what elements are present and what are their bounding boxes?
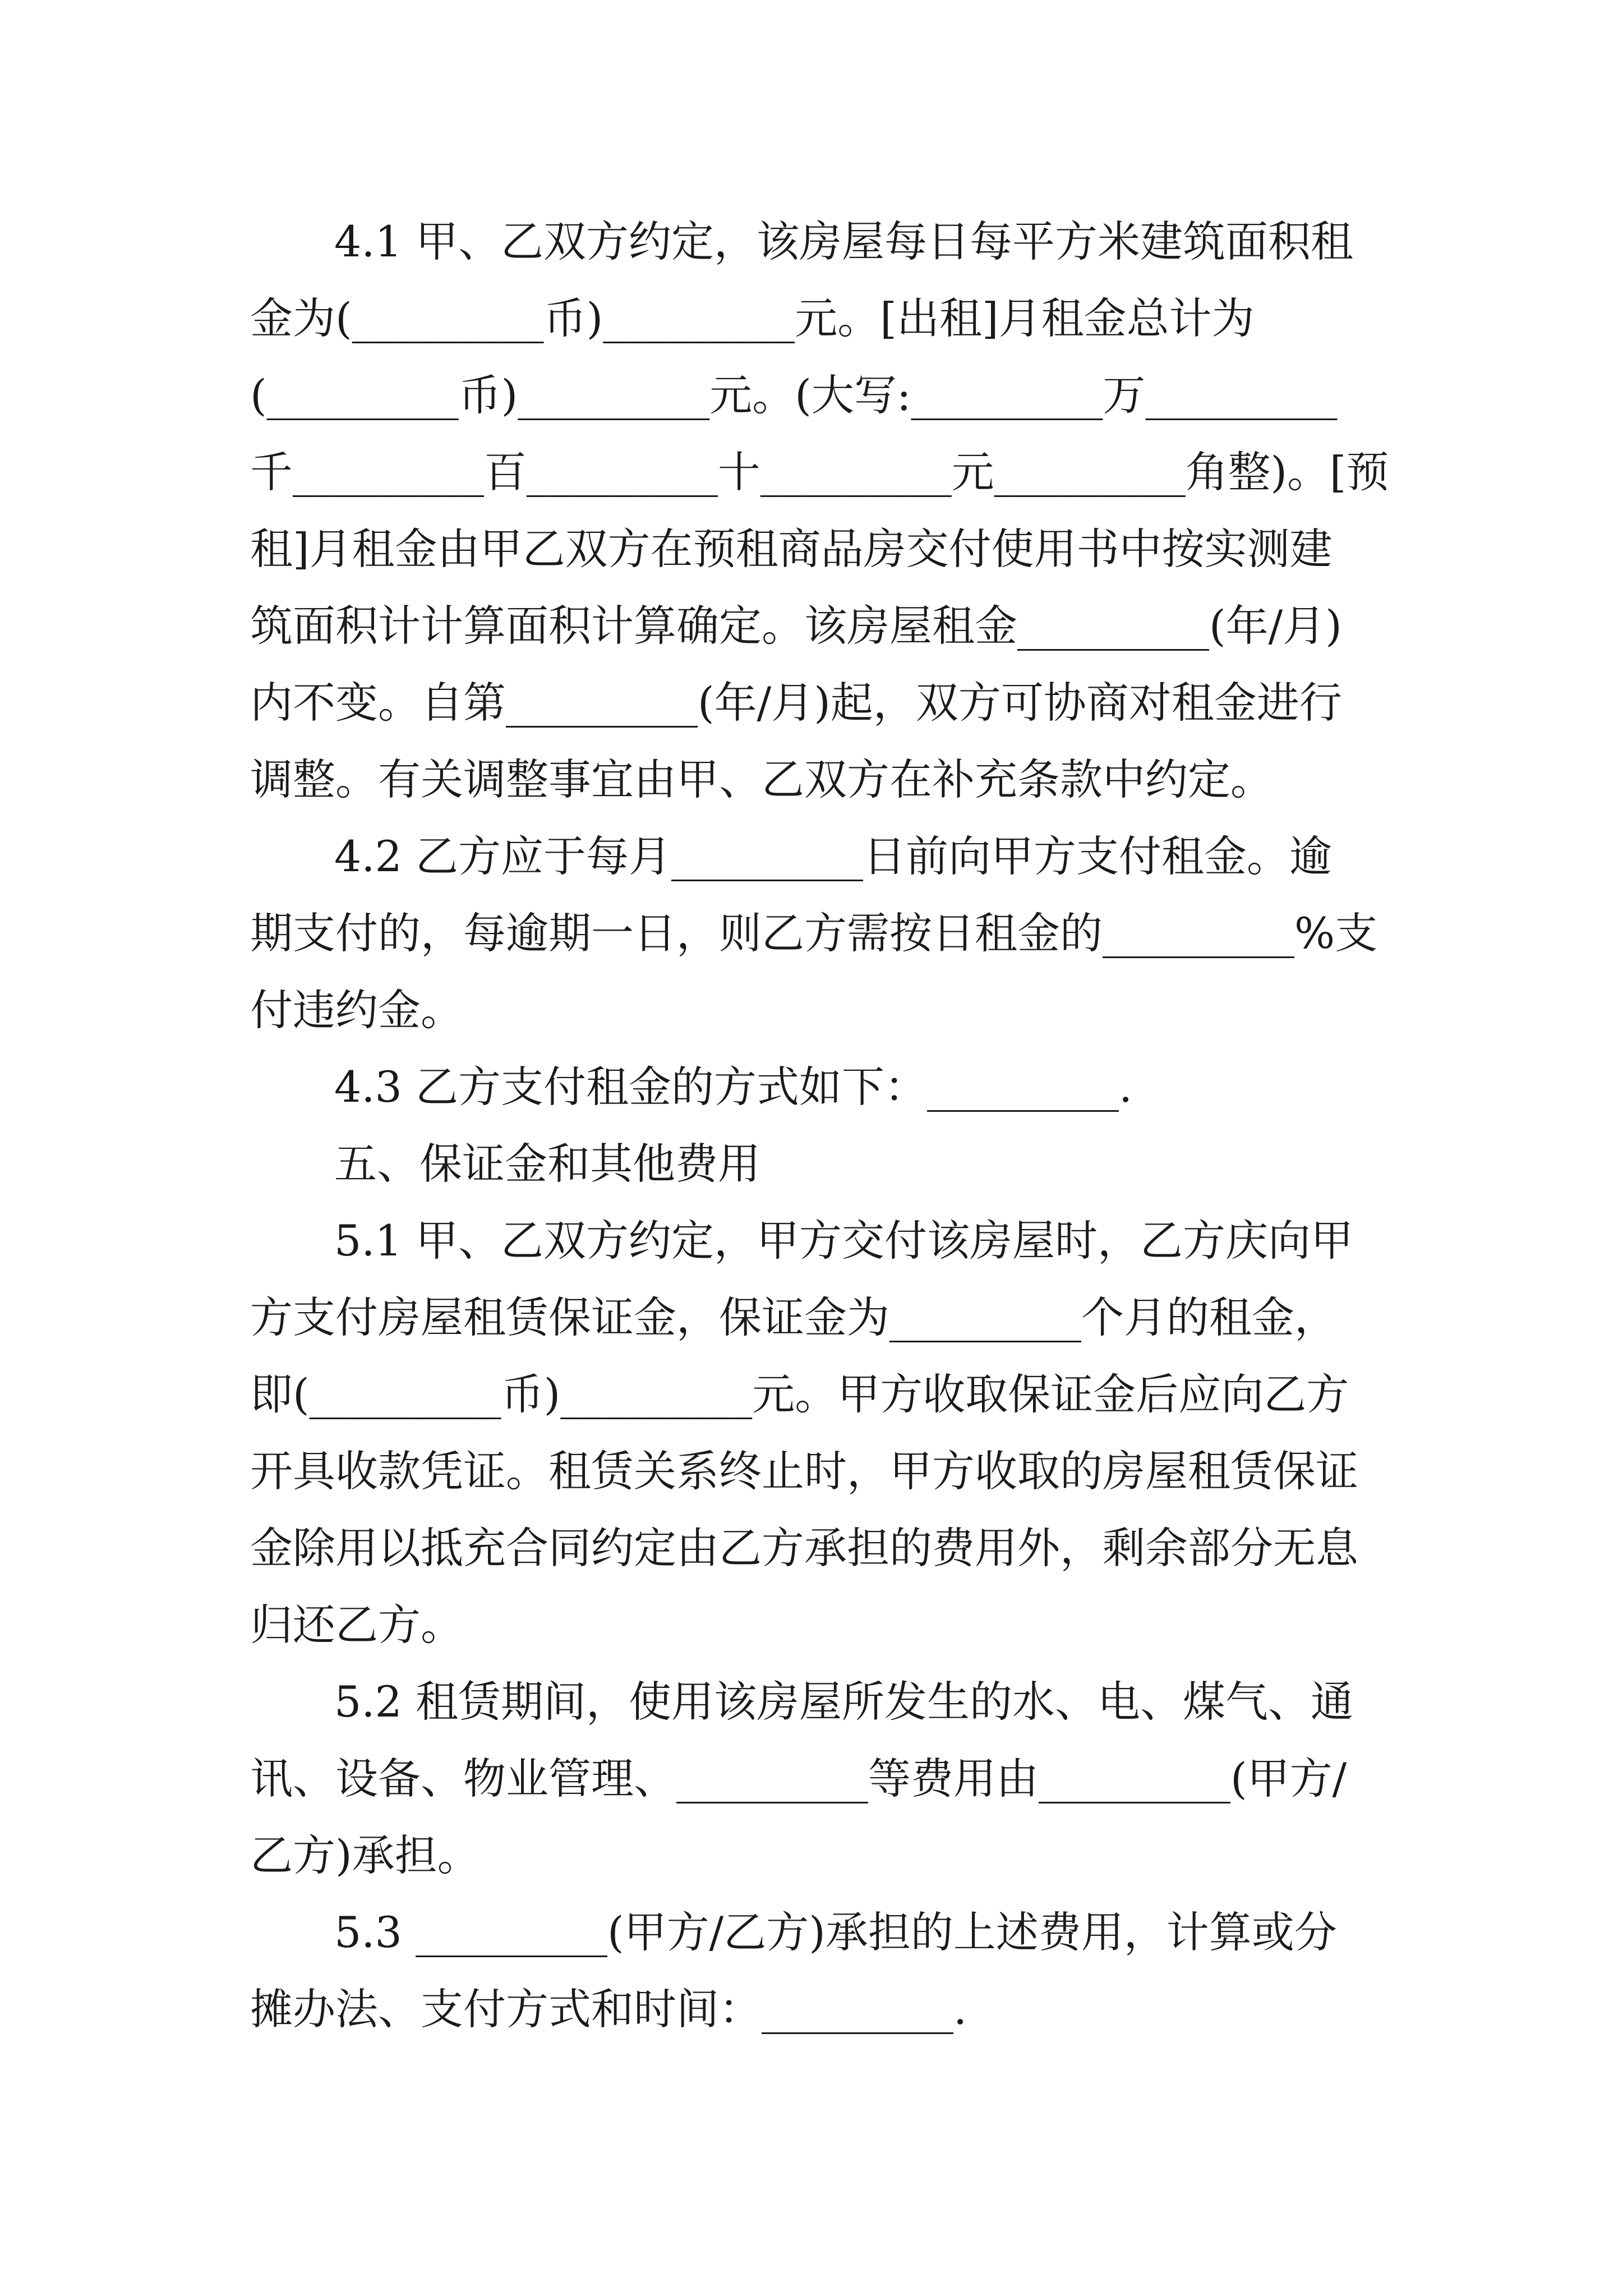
clause-5-2-line-3 bbox=[250, 1822, 1389, 1889]
clause-4-1-line-8 bbox=[250, 746, 1389, 813]
text-line: 调整。有关调整事宜由甲、乙双方在补充条款中约定。 bbox=[250, 754, 1273, 804]
clause-5-1-line-2 bbox=[250, 1284, 1389, 1351]
text-line: 方支付房屋租赁保证金，保证金为_________个月的租金， bbox=[250, 1292, 1337, 1342]
clause-4-2-line-2 bbox=[250, 900, 1389, 967]
text-line: 即(_________币)_________元。甲方收取保证金后应向乙方 bbox=[250, 1369, 1349, 1419]
clause-4-1-line-7 bbox=[250, 669, 1389, 737]
section-heading bbox=[334, 1130, 1389, 1198]
text-line: 讯、设备、物业管理、_________等费用由_________(甲方/ bbox=[250, 1754, 1347, 1803]
clause-4-1-line-1 bbox=[334, 208, 1389, 275]
text-line: 乙方)承担。 bbox=[250, 1830, 480, 1880]
text-line: 五、保证金和其他费用 bbox=[334, 1139, 760, 1189]
text-line: 归还乙方。 bbox=[250, 1600, 463, 1650]
clause-5-1-line-5 bbox=[250, 1515, 1389, 1582]
text-line: 筑面积计计算面积计算确定。该房屋租金_________(年/月) bbox=[250, 601, 1342, 651]
clause-5-3-line-1 bbox=[334, 1899, 1389, 1966]
clause-5-2-line-1 bbox=[334, 1668, 1389, 1736]
clause-4-1-line-5 bbox=[250, 516, 1389, 583]
text-line: (_________币)_________元。(大写:_________万_________ bbox=[250, 370, 1338, 420]
text-line: 4.3 乙方支付租金的方式如下：_________. bbox=[334, 1062, 1133, 1112]
text-line: 期支付的，每逾期一日，则乙方需按日租金的_________%支 bbox=[250, 908, 1378, 958]
text-line: 5.3 _________(甲方/乙方)承担的上述费用，计算或分 bbox=[334, 1907, 1337, 1957]
clause-4-1-line-3 bbox=[250, 362, 1389, 429]
text-line: 5.1 甲、乙双方约定，甲方交付该房屋时，乙方庆向甲 bbox=[334, 1216, 1354, 1266]
text-line: 千_________百_________十_________元_________角整)。[预 bbox=[250, 447, 1389, 497]
text-line: 开具收款凭证。租赁关系终止时，甲方收取的房屋租赁保证 bbox=[250, 1446, 1358, 1496]
text-line: 金为(_________币)_________元。[出租]月租金总计为 bbox=[250, 293, 1255, 343]
clause-5-1-line-1 bbox=[334, 1207, 1389, 1274]
clause-5-1-line-3 bbox=[250, 1361, 1389, 1428]
clause-4-1-line-2 bbox=[250, 285, 1389, 352]
text-line: 金除用以抵充合同约定由乙方承担的费用外，剩余部分无息 bbox=[250, 1523, 1358, 1573]
clause-5-1-line-6 bbox=[250, 1591, 1389, 1659]
text-line: 内不变。自第_________(年/月)起，双方可协商对租金进行 bbox=[250, 678, 1342, 728]
text-line: 4.1 甲、乙双方约定，该房屋每日每平方米建筑面积租 bbox=[334, 217, 1354, 266]
text-line: 租]月租金由甲乙双方在预租商品房交付使用书中按实测建 bbox=[250, 524, 1332, 574]
clause-4-3-line-1 bbox=[334, 1053, 1389, 1121]
clause-4-2-line-1 bbox=[334, 823, 1389, 890]
text-line: 4.2 乙方应于每月_________日前向甲方支付租金。逾 bbox=[334, 831, 1332, 881]
clause-5-3-line-2 bbox=[250, 1976, 1389, 2043]
clause-4-2-line-3 bbox=[250, 977, 1389, 1044]
clause-4-1-line-4 bbox=[250, 439, 1389, 506]
clause-5-1-line-4 bbox=[250, 1438, 1389, 1505]
text-line: 5.2 租赁期间，使用该房屋所发生的水、电、煤气、通 bbox=[334, 1677, 1354, 1727]
text-line: 摊办法、支付方式和时间：_________. bbox=[250, 1984, 967, 2034]
text-line: 付违约金。 bbox=[250, 985, 463, 1035]
clause-5-2-line-2 bbox=[250, 1745, 1389, 1812]
clause-4-1-line-6 bbox=[250, 592, 1389, 660]
